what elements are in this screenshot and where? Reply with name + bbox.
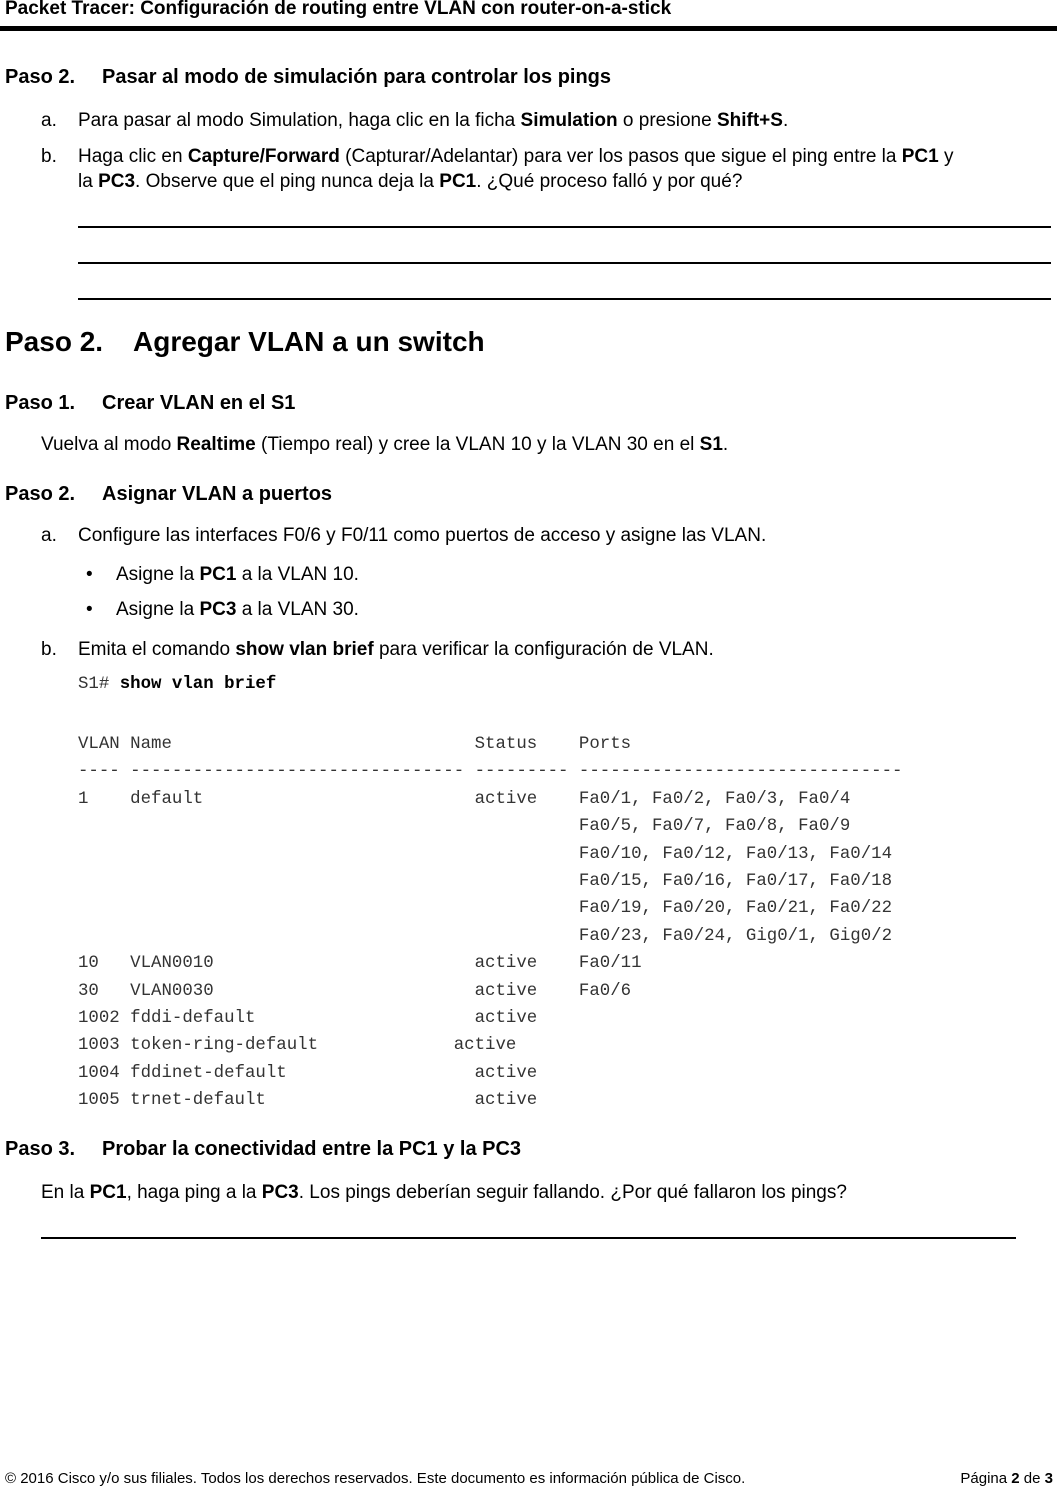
cli-output-line: Fa0/23, Fa0/24, Gig0/1, Gig0/2 bbox=[78, 926, 893, 946]
step-title: Crear VLAN en el S1 bbox=[102, 392, 296, 414]
cli-output-line: 30 VLAN0030 active Fa0/6 bbox=[78, 981, 632, 1001]
header-divider bbox=[0, 26, 1057, 31]
part-number: Paso 2. bbox=[5, 326, 104, 357]
cli-output-line: 1005 trnet-default active bbox=[78, 1091, 538, 1111]
cli-output-line: 1003 token-ring-default active bbox=[78, 1036, 517, 1056]
instruction-text: En la PC1, haga ping a la PC3. Los pings deberían seguir fallando. ¿Por qué fallaron los pings? bbox=[41, 1182, 847, 1203]
step-heading-simulation bbox=[5, 66, 612, 89]
part-heading bbox=[5, 326, 485, 358]
cli-command-line bbox=[78, 671, 276, 698]
cli-output-line: ---- -------------------------------- --------- ------------------------------- bbox=[78, 762, 903, 782]
list-marker: a. bbox=[41, 525, 57, 546]
cli-output-line: Fa0/10, Fa0/12, Fa0/13, Fa0/14 bbox=[78, 844, 893, 864]
instruction-text-continued: la PC3. Observe que el ping nunca deja la PC1. ¿Qué proceso falló y por qué? bbox=[78, 171, 743, 192]
cli-output-line: 1004 fddinet-default active bbox=[78, 1063, 538, 1083]
instruction-text: Para pasar al modo Simulation, haga clic en la ficha Simulation o presione Shift+S. bbox=[78, 110, 789, 131]
step-title: Pasar al modo de simulación para controlar los pings bbox=[102, 66, 612, 88]
instruction-text: Emita el comando show vlan brief para verificar la configuración de VLAN. bbox=[78, 639, 714, 660]
footer-page-number: Página 2 de 3 bbox=[960, 1470, 1053, 1487]
step-number: Paso 2. bbox=[5, 66, 76, 88]
answer-line[interactable] bbox=[78, 226, 1051, 228]
step-heading-assign-vlan bbox=[5, 483, 333, 506]
cli-output-line: 1002 fddi-default active bbox=[78, 1009, 538, 1029]
instruction-text: Configure las interfaces F0/6 y F0/11 como puertos de acceso y asigne las VLAN. bbox=[78, 525, 767, 546]
bullet-marker: • bbox=[86, 564, 93, 585]
list-marker: b. bbox=[41, 146, 57, 167]
cli-output-line: Fa0/19, Fa0/20, Fa0/21, Fa0/22 bbox=[78, 899, 893, 919]
footer-copyright: © 2016 Cisco y/o sus filiales. Todos los derechos reservados. Este documento es información pública de Cisco. bbox=[5, 1470, 746, 1487]
step-heading-create-vlan bbox=[5, 392, 296, 415]
step-number: Paso 3. bbox=[5, 1138, 76, 1160]
cli-output bbox=[78, 731, 902, 1115]
instruction-text: Haga clic en Capture/Forward (Capturar/Adelantar) para ver los pasos que sigue el ping entre la PC1 y bbox=[78, 146, 954, 167]
step-title: Probar la conectividad entre la PC1 y la PC3 bbox=[102, 1138, 522, 1160]
cli-output-line: 10 VLAN0010 active Fa0/11 bbox=[78, 954, 642, 974]
cli-output-line: Fa0/15, Fa0/16, Fa0/17, Fa0/18 bbox=[78, 872, 893, 892]
bullet-marker: • bbox=[86, 599, 93, 620]
cli-output-line: Fa0/5, Fa0/7, Fa0/8, Fa0/9 bbox=[78, 817, 851, 837]
step-number: Paso 2. bbox=[5, 483, 76, 505]
part-title: Agregar VLAN a un switch bbox=[133, 326, 485, 357]
cli-prompt: S1# bbox=[78, 675, 120, 694]
answer-line[interactable] bbox=[78, 298, 1051, 300]
instruction-text: Vuelva al modo Realtime (Tiempo real) y cree la VLAN 10 y la VLAN 30 en el S1. bbox=[41, 434, 729, 455]
list-marker: b. bbox=[41, 639, 57, 660]
answer-line[interactable] bbox=[78, 262, 1051, 264]
cli-output-line: VLAN Name Status Ports bbox=[78, 735, 632, 754]
answer-line[interactable] bbox=[41, 1237, 1016, 1239]
cli-command: show vlan brief bbox=[119, 675, 277, 694]
document-header-title: Packet Tracer: Configuración de routing entre VLAN con router-on-a-stick bbox=[5, 0, 672, 19]
step-heading-test-connectivity bbox=[5, 1138, 522, 1161]
bullet-text: Asigne la PC1 a la VLAN 10. bbox=[116, 564, 359, 585]
list-marker: a. bbox=[41, 110, 57, 131]
step-title: Asignar VLAN a puertos bbox=[102, 483, 333, 505]
bullet-text: Asigne la PC3 a la VLAN 30. bbox=[116, 599, 359, 620]
step-number: Paso 1. bbox=[5, 392, 76, 414]
cli-output-line: 1 default active Fa0/1, Fa0/2, Fa0/3, Fa0/4 bbox=[78, 789, 851, 809]
